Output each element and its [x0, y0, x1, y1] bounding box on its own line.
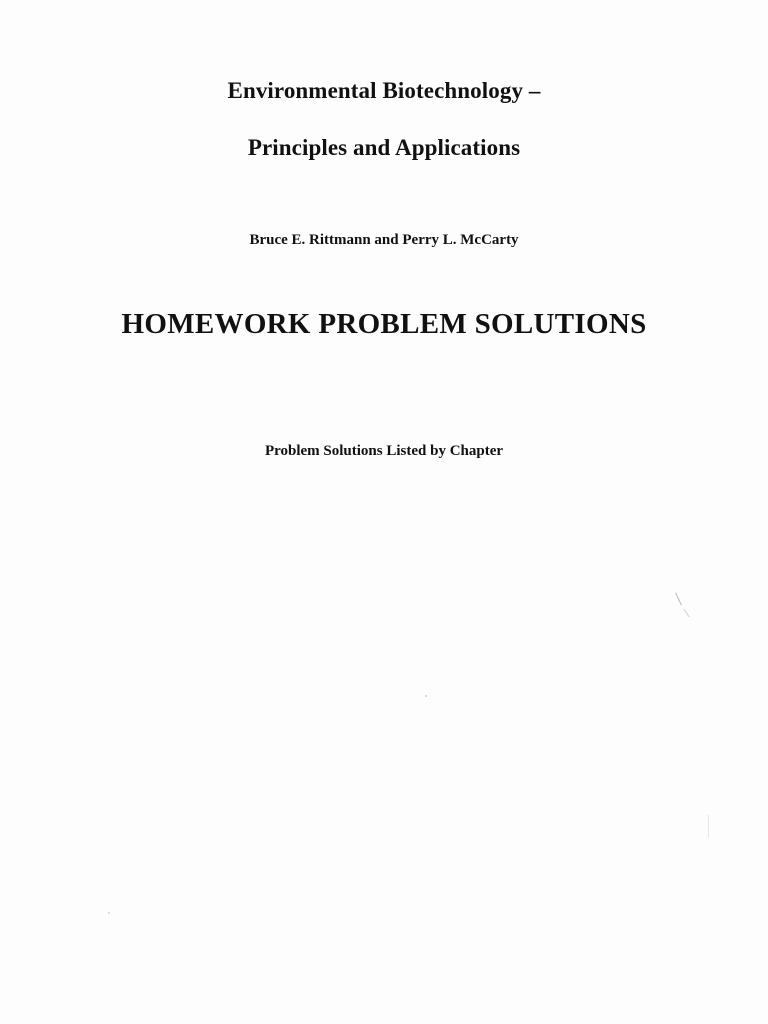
scan-speck: [708, 815, 709, 837]
scan-speck: [675, 592, 682, 605]
book-title-line-2: Principles and Applications: [247, 135, 521, 160]
authors: Bruce E. Rittmann and Perry L. McCarty: [249, 232, 519, 248]
subheading: Problem Solutions Listed by Chapter: [264, 443, 504, 459]
scan-speck: [683, 609, 690, 618]
main-heading: HOMEWORK PROBLEM SOLUTIONS: [121, 308, 647, 340]
book-title-line-1: Environmental Biotechnology –: [227, 78, 541, 103]
scan-speck: [108, 912, 110, 914]
scan-speck: [425, 695, 427, 697]
